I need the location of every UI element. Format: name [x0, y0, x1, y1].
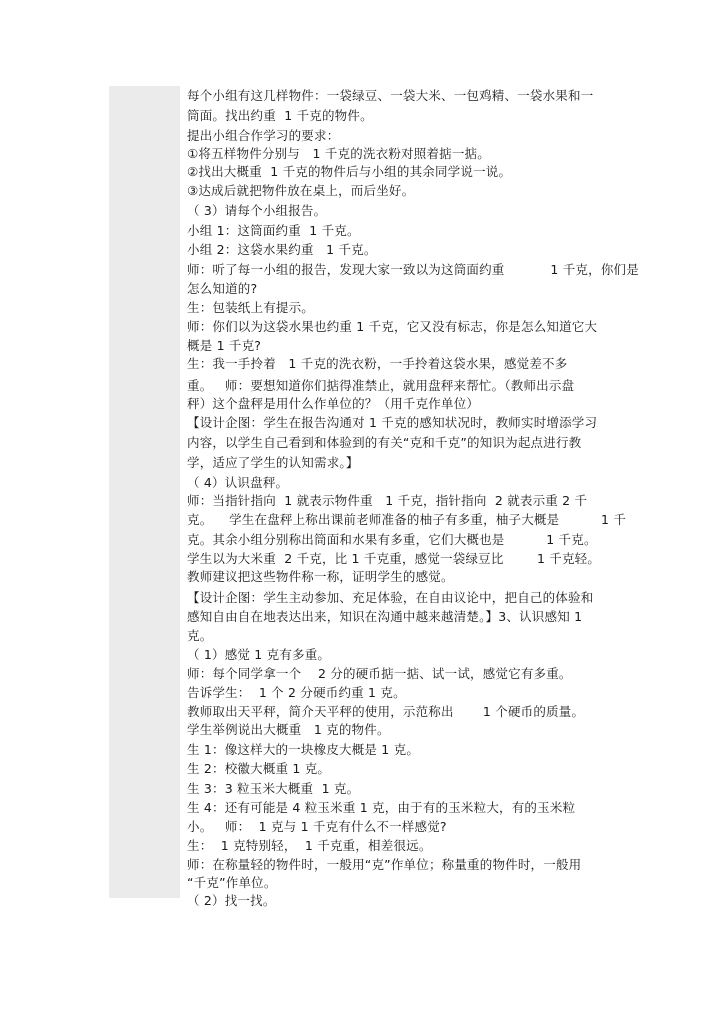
text-line: 内容，以学生自己看到和体验到的有关“克和千克”的知识为起点进行教 — [187, 435, 582, 450]
text-line: 师：每个同学拿一个 2 分的硬币掂一掂、试一试，感觉它有多重。 — [187, 666, 572, 681]
text-line: 小。 师： 1 克与 1 千克有什么不一样感觉? — [187, 819, 447, 834]
text-line: 【设计企图：学生主动参加、充足体验，在自由议论中，把自己的体验和 — [187, 590, 594, 605]
text-line: 告诉学生： 1 个 2 分硬币约重 1 克。 — [187, 685, 406, 700]
text-line: 小组 1：这筒面约重 1 千克。 — [187, 223, 360, 238]
text-line: 学生以为大米重 2 千克，比 1 千克重，感觉一袋绿豆比 1 千克轻。 — [187, 551, 601, 566]
text-line: 教师建议把这些物件称一称，证明学生的感觉。 — [187, 569, 454, 584]
text-line: 【设计企图：学生在报告沟通对 1 千克的感知状况时，教师实时增添学习 — [187, 415, 598, 430]
text-line: ②找出大概重 1 千克的物件后与小组的其余同学说一说。 — [187, 164, 512, 179]
text-line: 感知自由自在地表达出来，知识在沟通中越来越清楚。】3、认识感知 1 — [187, 609, 583, 624]
text-line: 概是 1 千克? — [187, 338, 262, 353]
text-line: 生 1：像这样大的一块橡皮大概是 1 克。 — [187, 742, 420, 757]
text-line: ③达成后就把物件放在桌上，而后坐好。 — [187, 183, 415, 198]
text-line: 生 3：3 粒玉米大概重 1 克。 — [187, 781, 360, 796]
text-line: 克。其余小组分别称出筒面和水果有多重，它们大概也是 1 千克。 — [187, 532, 597, 547]
text-line: 生：我一手拎着 1 千克的洗衣粉，一手拎着这袋水果，感觉差不多 — [187, 356, 568, 371]
text-line: 师：当指针指向 1 就表示物件重 1 千克，指针指向 2 就表示重 2 千 — [187, 493, 588, 508]
text-line: 生：包装纸上有提示。 — [187, 300, 315, 315]
text-line: 提出小组合作学习的要求： — [187, 128, 340, 143]
text-line: 教师取出天平秤，简介天平秤的使用，示范称出 1 个硬币的质量。 — [187, 704, 585, 719]
text-line: 克。 — [187, 628, 213, 643]
text-line: （ 2）找一找。 — [187, 893, 276, 908]
text-line: 师：听了每一小组的报告，发现大家一致以为这筒面约重 1 千克，你们是 — [187, 262, 639, 277]
text-line: “千克”作单位。 — [187, 875, 277, 890]
text-line: 每个小组有这几样物件：一袋绿豆、一袋大米、一包鸡精、一袋水果和一 — [187, 88, 594, 103]
table-left-column — [109, 86, 180, 898]
text-line: 生： 1 克特别轻， 1 千克重，相差很远。 — [187, 838, 432, 853]
text-line: 师：你们以为这袋水果也约重 1 千克，它又没有标志，你是怎么知道它大 — [187, 319, 598, 334]
text-line: 学，适应了学生的认知需求。】 — [187, 455, 359, 470]
text-line: 生 2：校徽大概重 1 克。 — [187, 761, 331, 776]
text-line: 生 4：还有可能是 4 粒玉米重 1 克，由于有的玉米粒大，有的玉米粒 — [187, 800, 576, 815]
text-line: 小组 2：这袋水果约重 1 千克。 — [187, 242, 377, 257]
text-line: 重。 师：要想知道你们掂得准禁止，就用盘秤来帮忙。（教师出示盘 — [187, 378, 575, 393]
text-line: 师：在称量轻的物件时，一般用“克”作单位；称量重的物件时，一般用 — [187, 857, 582, 872]
text-line: 秤）这个盘秤是用什么作单位的？（用千克作单位） — [187, 396, 480, 411]
text-line: （ 3）请每个小组报告。 — [187, 203, 327, 218]
text-line: 学生举例说出大概重 1 克的物件。 — [187, 722, 390, 737]
text-line: （ 1）感觉 1 克有多重。 — [187, 647, 331, 662]
text-line: 怎么知道的? — [187, 281, 258, 296]
text-line: （ 4）认识盘秤。 — [187, 475, 289, 490]
text-line: 筒面。找出约重 1 千克的物件。 — [187, 108, 373, 123]
text-line: 克。 学生在盘秤上称出课前老师准备的柚子有多重，柚子大概是 1 千 — [187, 512, 627, 527]
text-line: ①将五样物件分别与 1 千克的洗衣粉对照着掂一掂。 — [187, 146, 490, 161]
